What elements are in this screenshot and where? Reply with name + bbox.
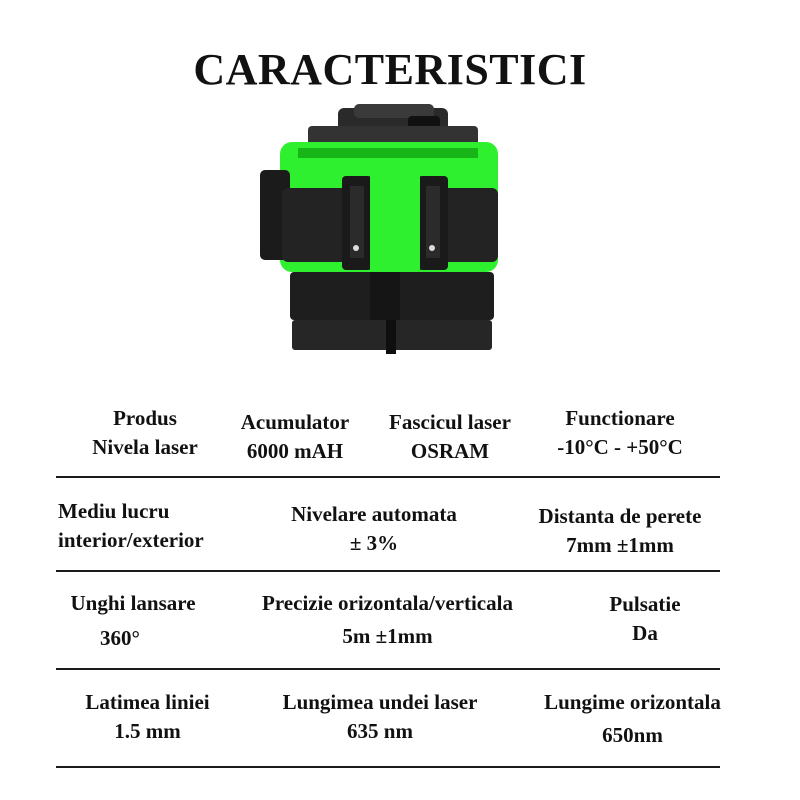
spec-value: Nivela laser [92, 435, 198, 459]
spec-nivelare-automata [262, 500, 486, 558]
spec-value: -10°C - +50°C [557, 435, 683, 459]
spec-value: 650nm [602, 723, 663, 747]
spec-distanta-perete [505, 502, 735, 560]
divider [56, 570, 720, 572]
spec-label: Acumulator [240, 410, 350, 434]
divider [56, 668, 720, 670]
spec-value: 1.5 mm [114, 719, 181, 743]
spec-value: 635 nm [347, 719, 413, 743]
spec-value: 360° [100, 626, 140, 650]
spec-unghi-lansare [48, 589, 218, 653]
laser-level-image [258, 104, 508, 356]
spec-label: Precizie orizontala/verticala [262, 591, 513, 615]
spec-value: ± 3% [349, 531, 399, 555]
divider [56, 476, 720, 478]
spec-value: OSRAM [410, 439, 490, 463]
spec-value: 7mm ±1mm [566, 533, 674, 557]
spec-label: Nivelare automata [291, 502, 457, 526]
spec-mediu-lucru [58, 497, 258, 555]
spec-fascicul-laser [370, 408, 530, 466]
spec-label: Mediu lucru [58, 499, 170, 523]
spec-label: Latimea liniei [85, 690, 210, 714]
spec-lungimea-undei [250, 688, 510, 746]
spec-value: interior/exterior [58, 528, 204, 552]
spec-label: Produs [113, 406, 177, 430]
spec-acumulator [215, 408, 375, 466]
spec-label: Lungime orizontala [544, 690, 721, 714]
spec-latimea-liniei [55, 688, 240, 746]
spec-value: 6000 mAH [246, 439, 344, 463]
divider [56, 766, 720, 768]
spec-label: Unghi lansare [70, 591, 196, 615]
spec-label: Lungimea undei laser [282, 690, 478, 714]
page-title: CARACTERISTICI [193, 45, 587, 94]
spec-value: 5m ±1mm [342, 624, 433, 648]
spec-label: Functionare [565, 406, 675, 430]
spec-functionare [535, 404, 705, 462]
spec-pulsatie [580, 590, 710, 648]
spec-value: Da [632, 621, 658, 645]
spec-precizie [220, 589, 555, 651]
spec-lungime-orizontala [515, 688, 750, 750]
spec-label: Pulsatie [609, 592, 681, 616]
spec-label: Distanta de perete [538, 504, 702, 528]
spec-label: Fascicul laser [389, 410, 511, 434]
